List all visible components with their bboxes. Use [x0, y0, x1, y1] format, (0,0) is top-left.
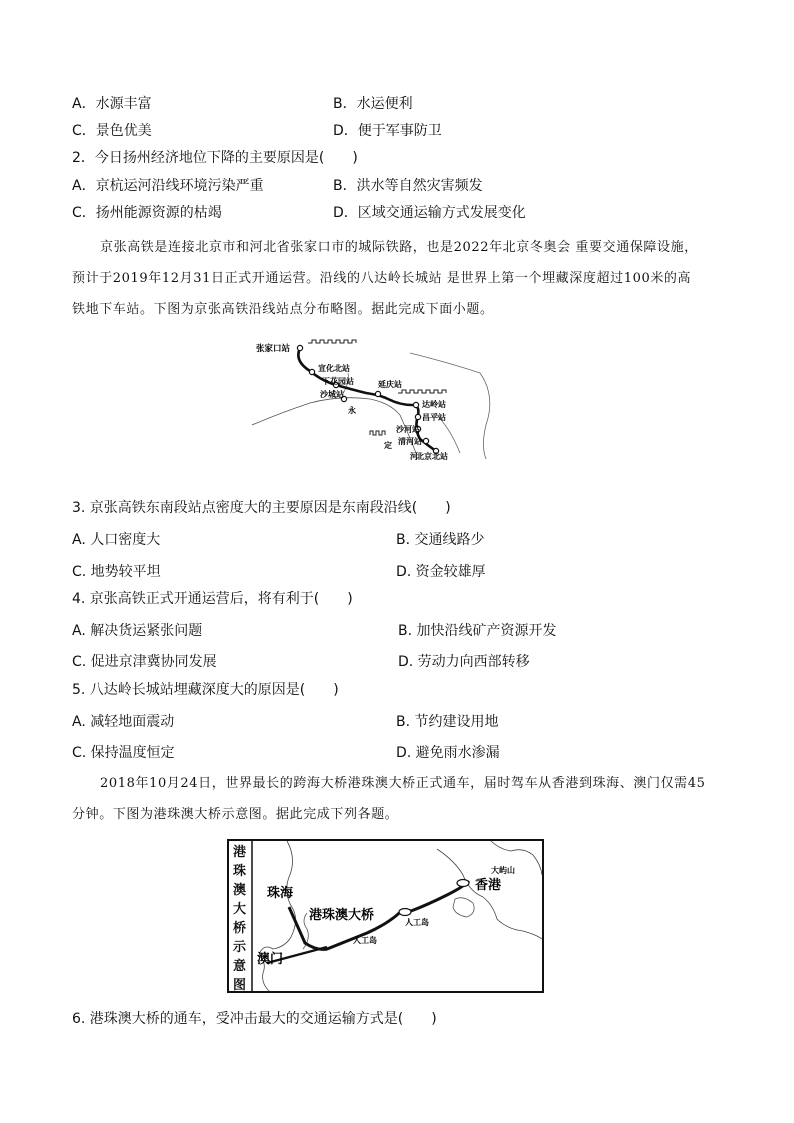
passage-line: 分钟。下图为港珠澳大桥示意图。据此完成下列各题。: [72, 807, 399, 822]
passage-line: 预计于2019年12月31日正式开通运营。沿线的八达岭长城站 是世界上第一个埋藏深度超过100米的高: [72, 271, 692, 286]
station-marker: [309, 369, 314, 374]
question-stem: 6. 港珠澳大桥的通车，受冲击最大的交通运输方式是( ): [72, 1011, 437, 1027]
option-a: A. 减轻地面震动: [72, 714, 175, 730]
station-marker: [423, 438, 428, 443]
map-title-char: 港: [233, 845, 247, 860]
option-c: C．景色优美: [72, 123, 152, 139]
bridge-label: 港珠澳大桥: [309, 908, 375, 923]
river-label: 永: [348, 406, 356, 415]
question-stem: 2．今日扬州经济地位下降的主要原因是( ): [72, 150, 358, 166]
passage-jingzhang: [72, 232, 728, 325]
station-label: 张家口站: [256, 344, 291, 354]
question-stem: 4. 京张高铁正式开通运营后，将有利于( ): [72, 591, 353, 607]
option-a: A. 人口密度大: [72, 532, 161, 548]
option-c: C．扬州能源资源的枯竭: [72, 205, 222, 221]
option-d: D. 避免雨水渗漏: [396, 745, 500, 761]
station-label: 北京北站: [416, 452, 448, 461]
hongkong-label: 香港: [475, 878, 502, 893]
zhuhai-label: 珠海: [267, 886, 294, 901]
option-a: A．水源丰富: [72, 96, 152, 112]
station-label: 沙河站: [396, 425, 420, 434]
question-stem: 3. 京张高铁东南段站点密度大的主要原因是东南段沿线( ): [72, 500, 451, 516]
map-title-char: 珠: [233, 864, 247, 879]
option-c: C. 地势较平坦: [72, 564, 161, 580]
option-b: B. 加快沿线矿产资源开发: [398, 623, 557, 639]
option-d: D. 资金较雄厚: [396, 564, 486, 580]
artificial-island: [399, 909, 411, 916]
option-c: C. 保持温度恒定: [72, 745, 175, 761]
station-label: 下花园站: [322, 377, 354, 386]
passage-line: 京张高铁是连接北京市和河北省张家口市的城际铁路，也是2022年北京冬奥会 重要交通保障设施，: [100, 240, 698, 255]
jingzhang-railway-map: [250, 333, 502, 461]
option-d: D．便于军事防卫: [333, 123, 442, 139]
option-d: D. 劳动力向西部转移: [398, 654, 530, 670]
station-label: 达岭站: [422, 400, 446, 409]
hzmb-map: [227, 839, 544, 993]
artificial-island-label: 人工岛: [353, 936, 377, 945]
option-b: B. 交通线路少: [396, 532, 485, 548]
map-title-char: 意: [233, 959, 247, 974]
option-b: B．洪水等自然灾害频发: [333, 178, 483, 194]
station-label: 延庆站: [378, 380, 402, 389]
station-marker: [297, 345, 302, 350]
station-label: 清河站: [398, 437, 422, 446]
river-label: 定: [384, 441, 392, 450]
map-title-char: 大: [233, 902, 247, 917]
map-title-char: 图: [233, 978, 247, 993]
map-title-char: 桥: [233, 921, 247, 936]
map-title-char: 澳: [233, 883, 247, 898]
passage-line: 2018年10月24日，世界最长的跨海大桥港珠澳大桥正式通车，届时驾车从香港到珠海、澳门仅需45: [100, 776, 706, 791]
station-label: 沙城站: [320, 390, 344, 399]
option-a: A．京杭运河沿线环境污染严重: [72, 178, 264, 194]
passage-line: 铁地下车站。下图为京张高铁沿线站点分布略图。据此完成下面小题。: [72, 302, 494, 317]
option-b: B. 节约建设用地: [396, 714, 499, 730]
passage-hzmb: [72, 768, 728, 830]
option-c: C. 促进京津冀协同发展: [72, 654, 217, 670]
river-label: 河: [410, 452, 418, 461]
station-marker: [413, 402, 418, 407]
option-d: D．区域交通运输方式发展变化: [333, 205, 526, 221]
option-b: B．水运便利: [333, 96, 413, 112]
station-label: 宣化北站: [318, 364, 350, 373]
station-marker: [375, 391, 380, 396]
option-a: A. 解决货运紧张问题: [72, 623, 203, 639]
artificial-island-label: 人工岛: [405, 918, 429, 927]
artificial-island: [457, 880, 469, 887]
lantau-label: 大屿山: [491, 866, 515, 875]
question-stem: 5. 八达岭长城站埋藏深度大的原因是( ): [72, 682, 339, 698]
station-label: 昌平站: [422, 413, 446, 422]
map-title-char: 示: [233, 940, 247, 955]
station-marker: [415, 414, 420, 419]
macao-label: 澳门: [257, 952, 284, 967]
